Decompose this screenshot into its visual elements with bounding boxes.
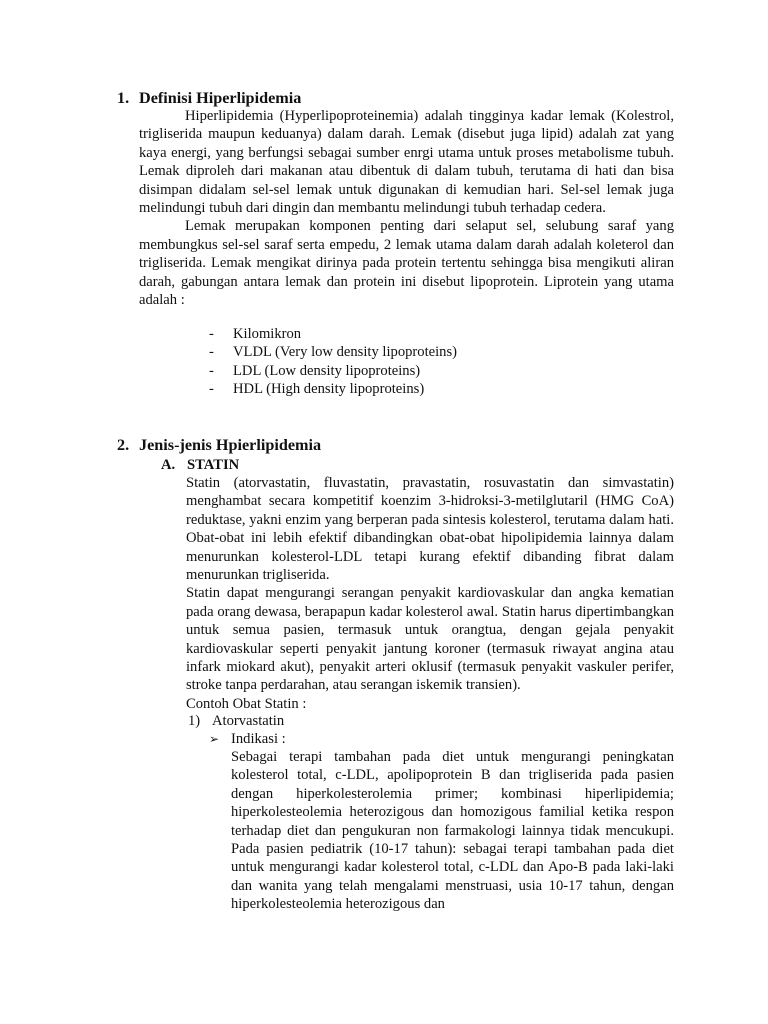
list-item: - Kilomikron: [209, 326, 302, 342]
drug-1-heading: [188, 712, 284, 730]
subsection-a-letter: A.: [161, 457, 176, 473]
list-item: - VLDL (Very low density lipoproteins): [209, 344, 458, 361]
statin-paragraph-2: Statin dapat mengurangi serangan penyakit kardiovaskular dan angka kematian pada orang dewasa, berapapun kadar kolesterol awal. Statin harus dipertimbangkan untuk semua pasien, termasuk untuk orangtua, dengan gejala penyakit kardiovaskular seperti penyakit jantung koroner (termasuk riwayat angina atau infark miokard akut), penyakit arteri oklusif (termasuk penyakit vaskuler perifer, stroke tanpa perdarahan, atau serangan iskemik transien).: [186, 585, 674, 694]
indication-text: Sebagai terapi tambahan pada diet untuk mengurangi peningkatan kolesterol total, c-LDL, apolipoprotein B dan trigliserida pada pasien dengan hiperkolesterolemia primer; kombinasi hiperlipidemia; hiperkolesteolemia heterozigous dan homozigous familial ketika respon terhadap diet dan pengukuran non farmakologi lainnya tidak mencukupi. Pada pasien pediatrik (10-17 tahun): sebagai terapi tambahan pada diet untuk mengurangi kadar kolesterol total, c-LDL dan Apo-B pada laki-laki dan wanita yang telah mengalami menstruasi, usia 10-17 tahun, dengan hiperkolesteolemia heterozigous dan: [231, 749, 674, 913]
indication-label: Indikasi :: [231, 731, 286, 747]
section-2-heading: [117, 435, 321, 455]
subsection-a-heading: [161, 456, 239, 474]
section-1-title: Definisi Hiperlipidemia: [139, 89, 302, 107]
section-1-number: 1.: [117, 89, 130, 107]
section-1-heading: [117, 88, 301, 108]
indication-body: [231, 748, 674, 914]
subsection-a-title: STATIN: [187, 457, 240, 473]
list-item: - HDL (High density lipoproteins): [209, 381, 425, 398]
indication-heading: [209, 730, 286, 748]
statin-paragraph-1: Statin (atorvastatin, fluvastatin, pravastatin, rosuvastatin dan simvastatin) menghambat secara kompetitif koenzim 3-hidroksi-3-metilglutaril (HMG CoA) reduktase, yakni enzim yang berperan pada sintesis kolesterol, terutama dalam hati. Obat-obat ini lebih efektif dibandingkan obat-obat hipolipidemia lainnya dalam menurunkan kolesterol-LDL tetapi kurang efektif dibanding fibrat dalam menurunkan trigliserida.: [186, 475, 674, 584]
drug-1-name: Atorvastatin: [212, 713, 285, 729]
arrow-bullet-icon: ➢: [209, 732, 220, 746]
list-item: - LDL (Low density lipoproteins): [209, 362, 421, 379]
section-1-paragraph-2: Lemak merupakan komponen penting dari selaput sel, selubung saraf yang membungkus sel-sel saraf serta empedu, 2 lemak utama dalam darah adalah koleterol dan trigliserida. Lemak mengikat dirinya pada protein tertentu sehingga bisa mengikuti aliran darah, gabungan antara lemak dan protein ini disebut lipoprotein. Liprotein yang utama adalah :: [139, 218, 674, 309]
section-2-number: 2.: [117, 436, 130, 454]
section-1-body: [139, 107, 674, 309]
statin-examples-label: Contoh Obat Statin :: [186, 695, 307, 712]
section-1-paragraph-1: Hiperlipidemia (Hyperlipoproteinemia) adalah tingginya kadar lemak (Kolestrol, trigliserida maupun keduanya) dalam darah. Lemak (disebut juga lipid) adalah zat yang kaya energi, yang berfungsi sebagai sumber enrgi utama untuk proses metabolisme tubuh. Lemak diproleh dari makanan atau dibentuk di dalam tubuh, terutama di hati dan bisa disimpan didalam sel-sel lemak untuk digunakan di kemudian hari. Sel-sel lemak juga melindungi tubuh dari dingin dan membantu melindungi tubuh terhadap cedera.: [139, 108, 674, 217]
lipoprotein-list: [209, 325, 457, 399]
section-2-title: Jenis-jenis Hpierlipidemia: [139, 436, 322, 454]
drug-1-number: 1): [188, 713, 201, 729]
statin-body: [186, 474, 674, 713]
